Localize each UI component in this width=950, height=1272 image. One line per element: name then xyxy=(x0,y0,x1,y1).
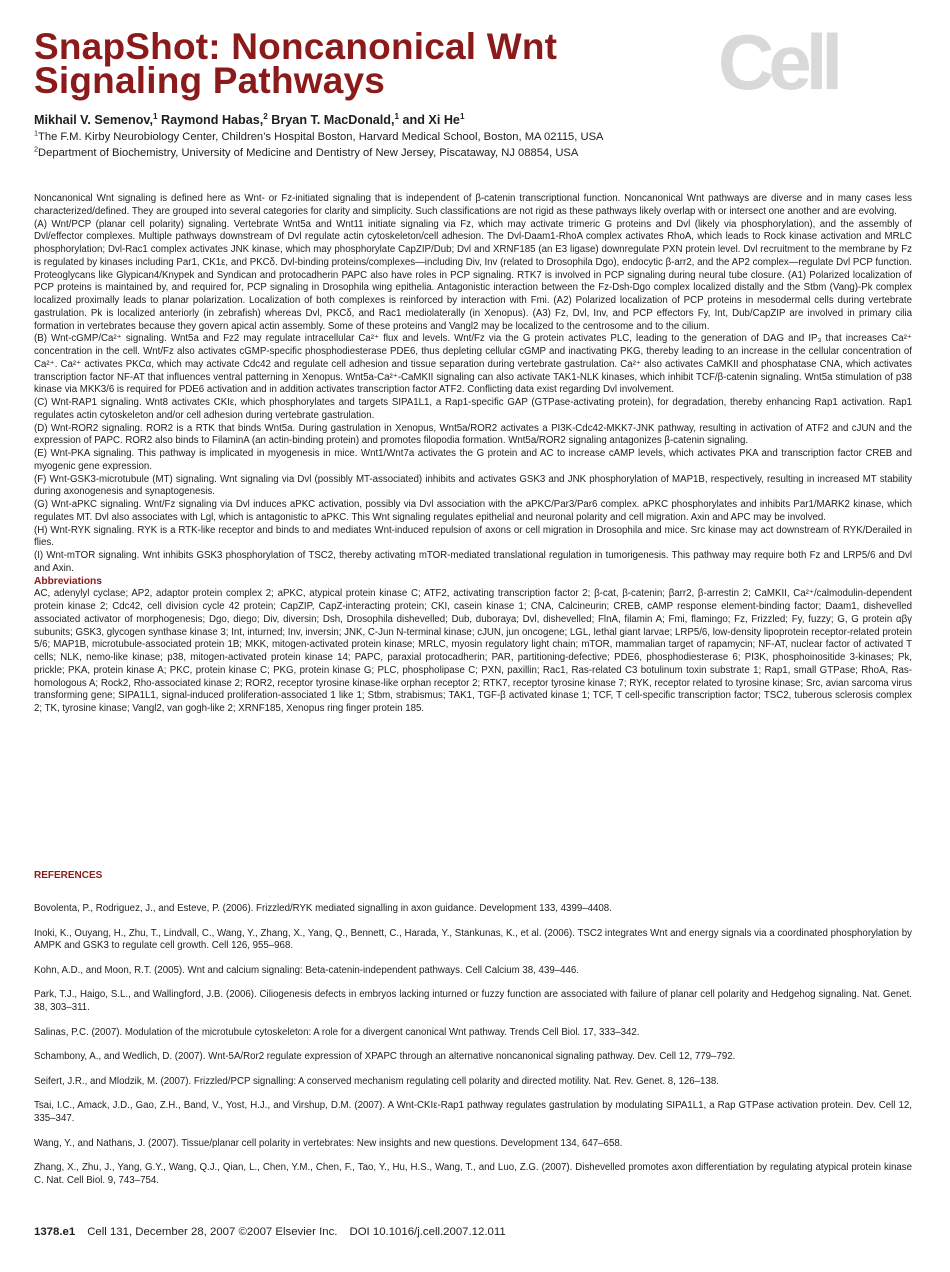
page-footer xyxy=(34,1225,506,1239)
reference-item: Inoki, K., Ouyang, H., Zhu, T., Lindvall, C., Wang, Y., Zhang, X., Yang, Q., Bennett, C., Harada, Y., Stankunas, K., et al. (2006). TSC2 integrates Wnt and energy signals via a coordinated phosphorylation by AMPK and GSK3 to regulate cell growth. Cell 126, 955–968. xyxy=(34,927,912,952)
section-a-paragraph: (A) Wnt/PCP (planar cell polarity) signaling. Vertebrate Wnt5a and Wnt11 initiate signaling via Fz, which may activate trimeric G proteins and Dvl (likely via phosphorylation), and the assembly of Dvl/effector complexes. Multiple pathways downstream of Dvl regulate actin cytoskeleton/cell adhesion. The Dvl-Daam1-RhoA complex activates RhoA, which leads to Rock kinase activation and MRLC phosphorylation; Dvl-Rac1 complex activates JNK kinase, which may phosphorylate CapZIP/Dub; Dvl and XRNF185 (an E3 ligase) downregulate PXN protein level. Dvl recruitment to the membrane by Fz is regulated by kinases including Par1, CK1ε, and PKCδ. Dvl-binding proteins/complexes—including Div, Inv (related to Drosophila Dgo), endocytic β-arr2, and the AP2 complex—regulate Dvl PCP function. Proteoglycans like Glypican4/Knypek and Syndican and protocadherin PAPC also have roles in PCP signaling. RTK7 is involved in PCP signaling during neural tube closure. (A1) Polarized localization of PCP proteins is maintained by, and required for, PCP signaling in Drosophila wing epithelia. Antagonistic interaction between the Fz-Dsh-Dgo complex localized distally and the Stbm (Vang)-Pk complex localized proximally leads to planar polarization. Localization of both complexes is reinforced by interaction with Fmi. (A2) Polarized localization of PCP proteins in mesodermal cells during vertebrate gastrulation. Pk is localized anteriorly (in zebrafish) whereas Dvl, PKCδ, and Rac1 mediolaterally (in Xenopus). (A3) Fz, Dvl, Inv, and PCP effectors Fy, Int, Dub/CapZIP are involved in primary cilia formation in vertebrates because they govern apical actin assembly. Some of these proteins and Vangl2 may be localized to the centrosome and to the cilium. xyxy=(34,218,912,332)
title-line-1: SnapShot: Noncanonical Wnt xyxy=(34,26,558,67)
reference-item: Seifert, J.R., and Mlodzik, M. (2007). Frizzled/PCP signalling: A conserved mechanism regulating cell polarity and directed motility. Nat. Rev. Genet. 8, 126–138. xyxy=(34,1075,719,1087)
author-name: and Xi He xyxy=(399,113,460,127)
reference-list xyxy=(34,903,912,1199)
section-g-paragraph: (G) Wnt-aPKC signaling. Wnt/Fz signaling via Dvl induces aPKC activation, possibly via Dvl association with the aPKC/Par3/Par6 complex. aPKC phosphorylates and inhibits Par1/MARK2 kinase, which regulates MT. Dvl also associates with Lgl, which is antagonistic to aPKC. This Wnt signaling regulates epithelial and neuronal polarity and cell migration. Axin and APC may be involved. xyxy=(34,499,912,523)
section-i-paragraph: (I) Wnt-mTOR signaling. Wnt inhibits GSK3 phosphorylation of TSC2, thereby activating mTOR-mediated translational regulation in tumorigenesis. This pathway may require both Fz and LRP5/6 and Dvl and Axin. xyxy=(34,550,912,574)
reference-item: Zhang, X., Zhu, J., Yang, G.Y., Wang, Q.J., Qian, L., Chen, Y.M., Chen, F., Tao, Y., Hu, H.S., Wang, T., and Luo, Z.G. (2007). Dishevelled promotes axon differentiation by regulating atypical protein kinase C. Nat. Cell Biol. 9, 743–754. xyxy=(34,1162,912,1186)
article-body xyxy=(34,193,912,716)
section-f-paragraph: (F) Wnt-GSK3-microtubule (MT) signaling. Wnt signaling via Dvl (possibly MT-associated) inhibits and activates GSK3 and JNK phosphorylation of MAP1B, respectively, resulting in increased MT stability during axonogenesis and synaptogenesis. xyxy=(34,473,912,498)
page-number: 1378.e1 xyxy=(34,1226,76,1238)
reference-item: Tsai, I.C., Amack, J.D., Gao, Z.H., Band, V., Yost, H.J., and Virshup, D.M. (2007). A Wnt-CKIε-Rap1 pathway regulates gastrulation by modulating SIPA1L1, a Rap GTPase activation protein. Dev. Cell 12, 335–347. xyxy=(34,1100,912,1124)
journal-citation: Cell 131, December 28, 2007 ©2007 Elsevier Inc. xyxy=(87,1226,338,1238)
reference-item: Salinas, P.C. (2007). Modulation of the microtubule cytoskeleton: A role for a divergent canonical Wnt pathway. Trends Cell Biol. 17, 333–342. xyxy=(34,1026,640,1038)
affiliation-marker: 1 xyxy=(34,128,39,138)
intro-paragraph: Noncanonical Wnt signaling is defined here as Wnt- or Fz-initiated signaling that is independent of β-catenin transcriptional function. Noncanonical Wnt pathways are diverse and in many cases less characterized/defined. They are grouped into several categories for clarity and simplicity. Such classifications are not rigid as these pathways likely overlap with or intersect one another and are evolving. xyxy=(34,193,912,217)
section-h-paragraph: (H) Wnt-RYK signaling. RYK is a RTK-like receptor and binds to and mediates Wnt-induced repulsion of axons or cell migration in Drosophila and mice. Src kinase may act downstream of RYK/Derailed in flies. xyxy=(34,524,912,549)
affiliation-marker: 1 xyxy=(153,111,158,121)
affiliation-marker: 2 xyxy=(263,111,268,121)
author-name: Raymond Habas, xyxy=(157,113,264,127)
section-e-paragraph: (E) Wnt-PKA signaling. This pathway is implicated in myogenesis in mice. Wnt1/Wnt7a activates the G protein and AC to increase cAMP levels, which activates PKA and transcription factor CREB and myogenic gene expression. xyxy=(34,448,912,472)
affiliation-1 xyxy=(34,130,604,145)
article-title xyxy=(34,26,558,101)
title-line-2: Signaling Pathways xyxy=(34,60,386,101)
author-name: Mikhail V. Semenov, xyxy=(34,113,153,127)
affiliation-marker: 1 xyxy=(394,111,400,121)
abbreviations-paragraph: AC, adenylyl cyclase; AP2, adaptor protein complex 2; aPKC, atypical protein kinase C; ATF2, activating transcription factor 2; β-cat, β-catenin; βarr2, β-arrestin 2; CaMKII, Ca²⁺/calmodulin-dependent protein kinase 2; Cdc42, cell division cycle 42 protein; CapZIP, CapZ-interacting protein; CKI, casein kinase 1; CNA, Calcineurin; CREB, cAMP response element-binding factor; Daam1, dishevelled associated activator of morphogenesis; Dgo, diego; Div, diversin; Dsh, Drosophila dishevelled; Dub, duboraya; Dvl, dishevelled; FlnA, filamin A; Fmi, flamingo; Fz, Frizzled; Fy, fuzzy; G, G protein αβγ subunits; GSK3, glycogen synthase kinase 3; Int, inturned; Inv, inversin; JNK, C-Jun N-terminal kinase; cJUN, jun oncogene; LGL, lethal giant larvae; LRP5/6, low-density lipoprotein receptor-related protein 5/6; MAP1B, microtubule-associated protein 1B; MKK, mitogen-activated protein kinase; MRLC, myosin regulatory light chain; mTOR, mammalian target of rapamycin; NF-AT, nuclear factor of activated T cells; NLK, nemo-like kinase; p38, mitogen-activated protein kinase 14; PAPC, paraxial protocadherin; PAR, partitioning-defective; PDE6, phosphodiesterase 6; PI3K, phosphoinositide 3-kinases; Pk, prickle; PKA, protein kinase A; PKC, protein kinase C; PKG, protein kinase G; PLC, phospholipase C; PXN, paxillin; Rac1, Ras-related C3 botulinum toxin substrate 1; Rap1, small GTPase; RhoA, Ras-homologous A; Rock2, Rho-associated kinase 2; ROR2, receptor tyrosine kinase-like orphan receptor 2; RTK7, receptor tyrosine kinase 7; RYK, receptor related to tyrosine kinase; Src, avian sarcoma virus transforming gene; SIPA1L1, signal-induced proliferation-associated 1 like 1; Stbm, strabismus; TAK1, TGF-β activated kinase 1; TCF, T cell-specific transcription factor; TSC2, tuberous sclerosis complex 2; TK, tyrosine kinase; Vangl2, van gogh-like 2; XRNF185, Xenopus ring finger protein 185. xyxy=(34,588,912,714)
reference-item: Park, T.J., Haigo, S.L., and Wallingford, J.B. (2006). Ciliogenesis defects in embryos lacking inturned or fuzzy function are associated with failure of planar cell polarity and Hedgehog signaling. Nat. Genet. 38, 303–311. xyxy=(34,989,912,1013)
abbreviations-heading: Abbreviations xyxy=(34,575,102,587)
author-name: Bryan T. MacDonald, xyxy=(267,113,395,127)
affiliation-marker: 1 xyxy=(459,111,465,121)
reference-item: Wang, Y., and Nathans, J. (2007). Tissue/planar cell polarity in vertebrates: New insights and new questions. Development 134, 647–658. xyxy=(34,1137,623,1149)
reference-item: Bovolenta, P., Rodriguez, J., and Esteve, P. (2006). Frizzled/RYK mediated signalling in axon guidance. Development 133, 4399–4408. xyxy=(34,903,612,914)
section-b-paragraph: (B) Wnt-cGMP/Ca²⁺ signaling. Wnt5a and Fz2 may regulate intracellular Ca²⁺ flux and levels. Wnt/Fz via the G protein activates PLC, leading to the generation of DAG and IP₃ that increases Ca²⁺ concentration in the cell. Wnt/Fz also activates cGMP-specific phosphodiesterase PDE6, thus depleting cellular cGMP and inactivating PKG, thereby leading to an increase in the cellular concentration of Ca²⁺. Ca²⁺ activates PKCα, which may activate Cdc42 and regulate cell adhesion and tissue separation during vertebrate gastrulation. Ca²⁺ also activates CaMKII and phosphatase CNA, which activates transcription factor NF-AT that influences ventral patterning in Xenopus. Wnt5a-Ca²⁺-CaMKII signaling can also activate TAK1-NLK kinases, which inhibit TCF/β-catenin signaling. Wnt5a stimulation of p38 kinase via MKK3/6 is required for PDE6 activation and in addition activates transcription factor ATF2. Conflicting data exist regarding Dvl involvement. xyxy=(34,333,912,396)
section-d-paragraph: (D) Wnt-ROR2 signaling. ROR2 is a RTK that binds Wnt5a. During gastrulation in Xenopus, Wnt5a/ROR2 activates a PI3K-Cdc42-MKK7-JNK pathway, resulting in activation of ATF2 and cJUN and the expression of PAPC. ROR2 also binds to FilaminA (an actin-binding protein) and promotes filopodia formation. Wnt5a/ROR2 signaling antagonizes β-catenin signaling. xyxy=(34,422,912,447)
affiliation-2 xyxy=(34,146,578,161)
reference-item: Schambony, A., and Wedlich, D. (2007). Wnt-5A/Ror2 regulate expression of XPAPC through an alternative noncanonical signaling pathway. Dev. Cell 12, 779–792. xyxy=(34,1051,736,1063)
references-heading: REFERENCES xyxy=(34,870,103,881)
author-list xyxy=(34,112,465,128)
affiliation-marker: 2 xyxy=(34,144,39,154)
doi: DOI 10.1016/j.cell.2007.12.011 xyxy=(349,1226,506,1238)
journal-logo: Cell xyxy=(718,18,838,106)
reference-item: Kohn, A.D., and Moon, R.T. (2005). Wnt and calcium signaling: Beta-catenin-independent pathways. Cell Calcium 38, 439–446. xyxy=(34,964,579,976)
affiliation-text: The F.M. Kirby Neurobiology Center, Children’s Hospital Boston, Harvard Medical School, Boston, MA 02115, USA xyxy=(38,131,604,143)
affiliation-text: Department of Biochemistry, University of Medicine and Dentistry of New Jersey, Piscataway, NJ 08854, USA xyxy=(38,147,579,159)
section-c-paragraph: (C) Wnt-RAP1 signaling. Wnt8 activates CKIε, which phosphorylates and targets SIPA1L1, a Rap1-specific GAP (GTPase-activating protein), for degradation, thereby enhancing Rap1 activation. Rap1 regulates actin cytoskeleton and/or cell adhesion during vertebrate gastrulation. xyxy=(34,397,912,421)
